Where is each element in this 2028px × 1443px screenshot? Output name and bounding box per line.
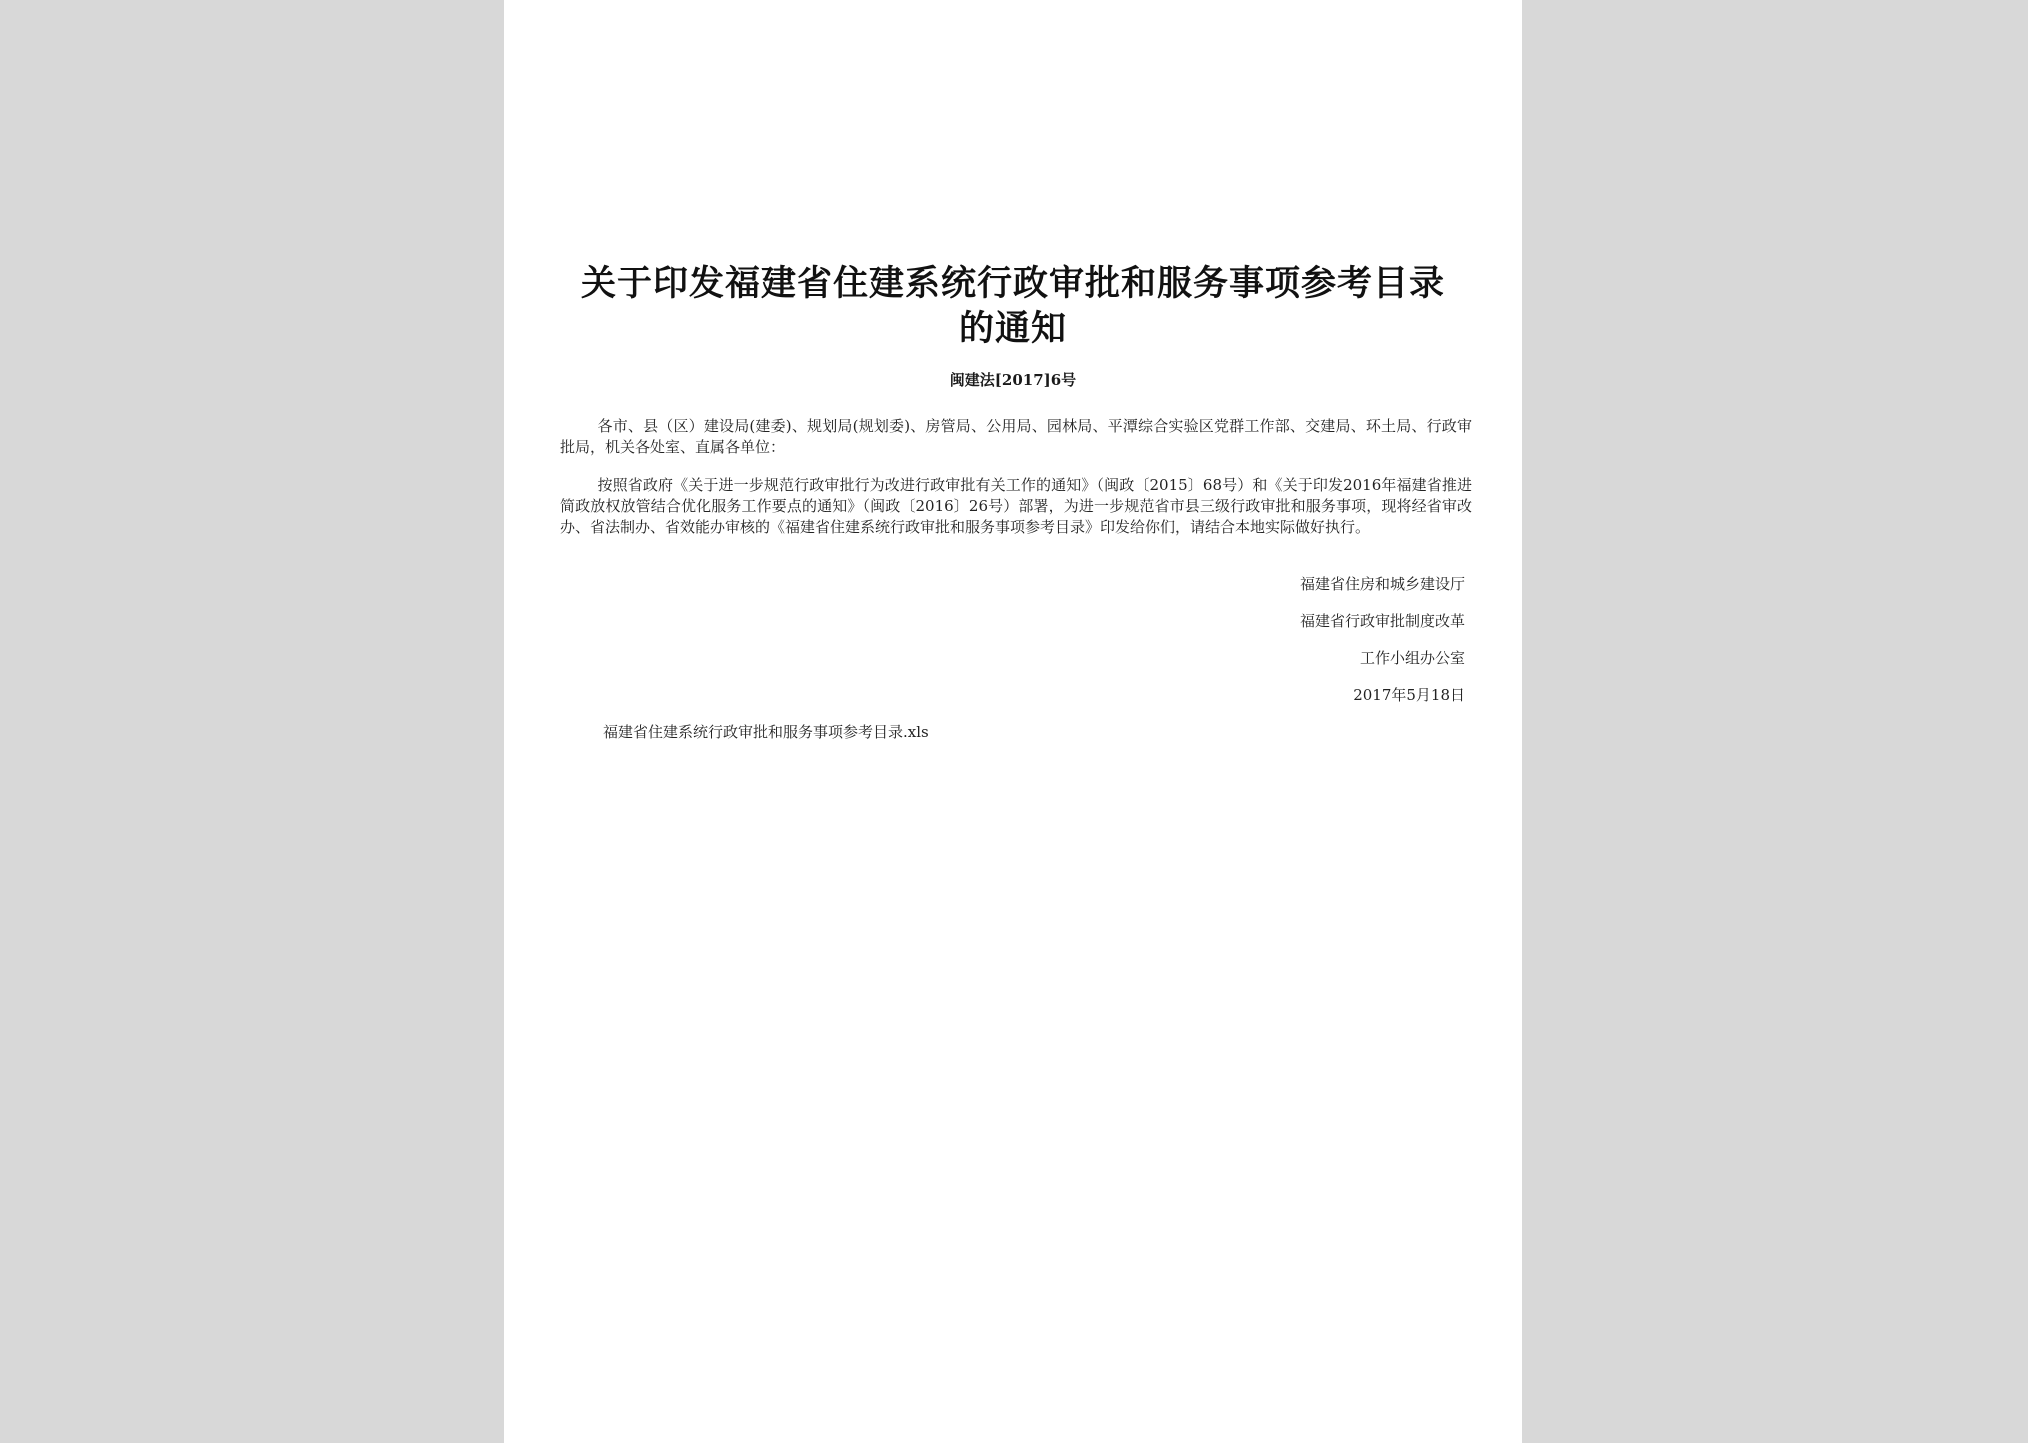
document-title: 关于印发福建省住建系统行政审批和服务事项参考目录的通知 [580, 264, 1445, 349]
signature-issuer-2: 福建省行政审批制度改革 [1299, 612, 1465, 630]
document-page [504, 0, 1522, 1443]
signature-date: 2017年5月18日 [1353, 686, 1465, 704]
attachment-link[interactable]: 福建省住建系统行政审批和服务事项参考目录.xls [603, 723, 929, 741]
signature-issuer-2-office: 工作小组办公室 [1359, 649, 1465, 667]
addressee-paragraph: 各市、县（区）建设局(建委)、规划局(规划委)、房管局、公用局、园林局、平潭综合实验区党群工作部、交建局、环土局、行政审批局，机关各处室、直属各单位： [560, 417, 1472, 456]
document-number: 闽建法[2017]6号 [949, 371, 1077, 389]
body-paragraph: 按照省政府《关于进一步规范行政审批行为改进行政审批有关工作的通知》（闽政〔2015〕68号）和《关于印发2016年福建省推进简政放权放管结合优化服务工作要点的通知》（闽政〔2016〕26号）部署，为进一步规范省市县三级行政审批和服务事项，现将经省审改办、省法制办、省效能办审核的《福建省住建系统行政审批和服务事项参考目录》印发给你们，请结合本地实际做好执行。 [560, 476, 1472, 536]
signature-issuer-1: 福建省住房和城乡建设厅 [1299, 575, 1465, 593]
